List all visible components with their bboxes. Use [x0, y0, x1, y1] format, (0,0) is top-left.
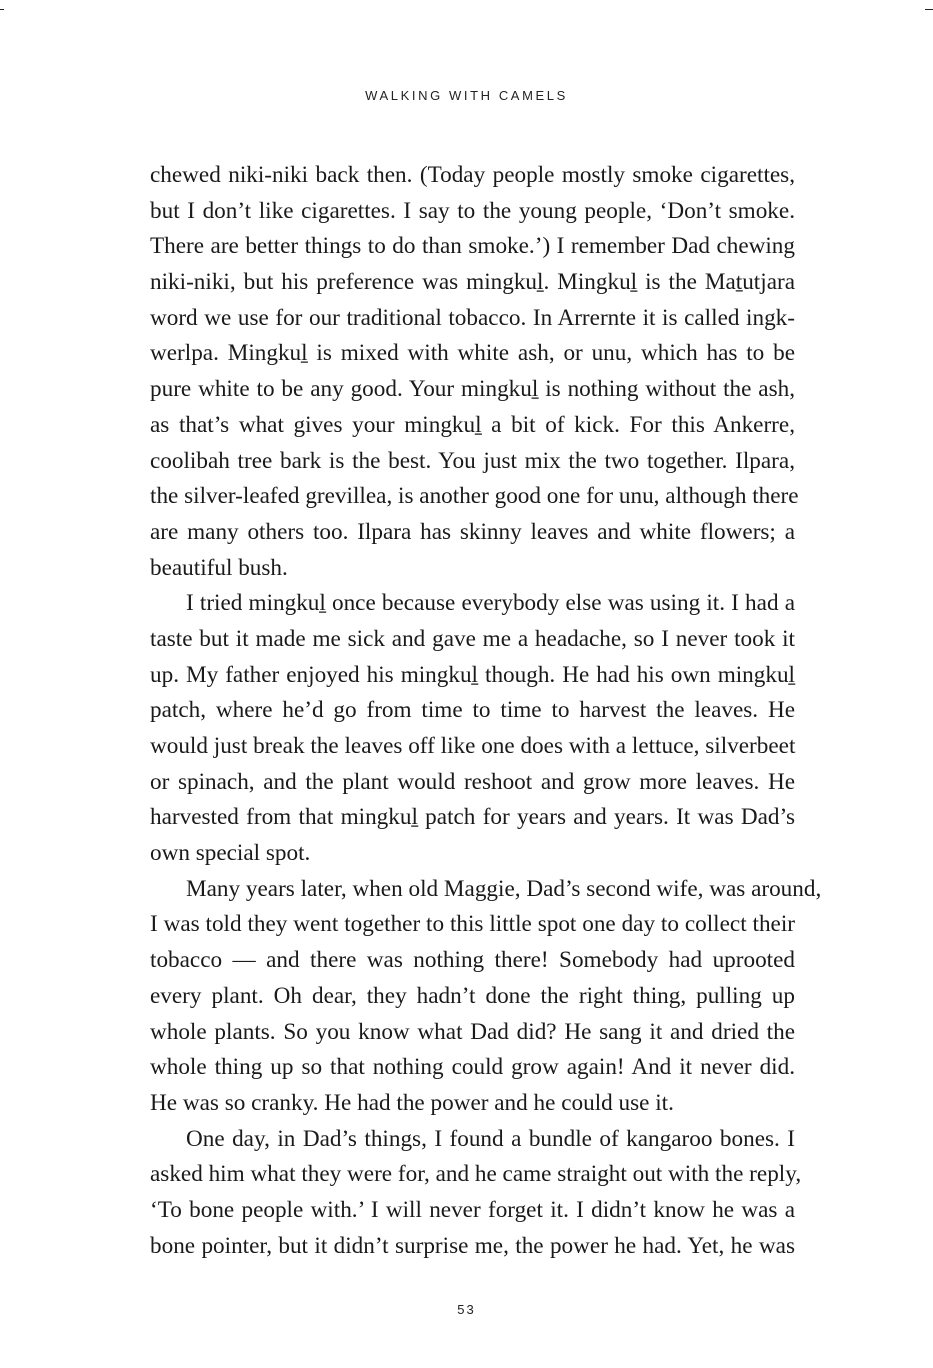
text-line: the silver-leafed grevillea, is another good one for unu, although there	[150, 483, 799, 510]
text-line: harvested from that mingkuḻ patch for years and years. It was Dad’s	[150, 804, 795, 831]
text-line: niki-niki, but his preference was mingkuḻ. Mingkuḻ is the Maṯutjara	[150, 269, 795, 296]
text-line: up. My father enjoyed his mingkuḻ though. He had his own mingkuḻ	[150, 661, 795, 688]
crop-mark-left	[0, 9, 4, 10]
text-line: own special spot.	[150, 840, 311, 867]
text-line: He was so cranky. He had the power and he could use it.	[150, 1089, 674, 1116]
text-line: ‘To bone people with.’ I will never forget it. I didn’t know he was a	[150, 1196, 795, 1223]
text-line: would just break the leaves off like one does with a lettuce, silverbeet	[150, 733, 796, 759]
running-head: WALKING WITH CAMELS	[365, 88, 568, 103]
text-line: bone pointer, but it didn’t surprise me, the power he had. Yet, he was	[150, 1232, 795, 1259]
text-line: whole plants. So you know what Dad did? He sang it and dried the	[150, 1018, 795, 1045]
text-line: or spinach, and the plant would reshoot and grow more leaves. He	[150, 768, 795, 795]
text-line: coolibah tree bark is the best. You just mix the two together. Ilpara,	[150, 447, 795, 474]
text-line: I tried mingkuḻ once because everybody else was using it. I had a	[186, 590, 795, 617]
text-line: patch, where he’d go from time to time to harvest the leaves. He	[150, 697, 795, 724]
text-line: but I don’t like cigarettes. I say to the young people, ‘Don’t smoke.	[150, 197, 795, 224]
text-line: chewed niki-niki back then. (Today people mostly smoke cigarettes,	[150, 162, 795, 188]
text-line: whole thing up so that nothing could grow again! And it never did.	[150, 1054, 795, 1081]
text-line: word we use for our traditional tobacco. In Arrernte it is called ingk-	[150, 304, 795, 331]
text-line: werlpa. Mingkuḻ is mixed with white ash, or unu, which has to be	[150, 340, 795, 367]
text-line: Many years later, when old Maggie, Dad’s second wife, was around,	[186, 875, 822, 902]
text-line: are many others too. Ilpara has skinny leaves and white flowers; a	[150, 518, 795, 545]
text-line: pure white to be any good. Your mingkuḻ is nothing without the ash,	[150, 376, 795, 403]
text-line: as that’s what gives your mingkuḻ a bit of kick. For this Ankerre,	[150, 411, 795, 438]
crop-mark-right	[925, 9, 933, 10]
text-line: beautiful bush.	[150, 554, 288, 581]
text-line: every plant. Oh dear, they hadn’t done the right thing, pulling up	[150, 982, 795, 1009]
text-line: I was told they went together to this little spot one day to collect their	[150, 911, 795, 938]
text-line: One day, in Dad’s things, I found a bundle of kangaroo bones. I	[186, 1125, 795, 1152]
text-line: asked him what they were for, and he came straight out with the reply,	[150, 1161, 802, 1188]
text-line: tobacco — and there was nothing there! Somebody had uprooted	[150, 947, 795, 974]
text-line: There are better things to do than smoke.’) I remember Dad chewing	[150, 233, 795, 260]
text-line: taste but it made me sick and gave me a headache, so I never took it	[150, 625, 795, 652]
body-text	[150, 158, 822, 1264]
page-number: 53	[457, 1302, 476, 1317]
